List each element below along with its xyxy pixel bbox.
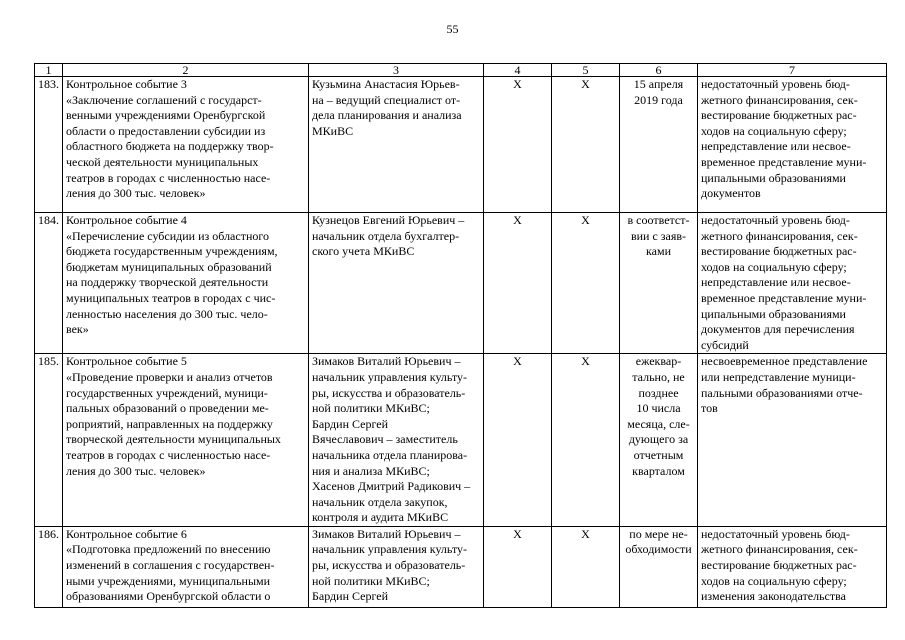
risk-line: недостаточный уровень бюд- xyxy=(701,526,850,541)
event-line: театров в городах с численностью насе- xyxy=(66,447,271,462)
event-line: творческой деятельности муниципальных xyxy=(66,432,281,447)
column-header: 5 xyxy=(552,64,620,77)
deadline-line: 2019 года xyxy=(634,92,683,107)
row-number-cell: 183. xyxy=(35,77,63,213)
event-line: век» xyxy=(66,322,89,337)
risk-line: документов для перечисления xyxy=(701,322,855,337)
col5-cell: Х xyxy=(552,354,620,527)
risk-line: недостаточный уровень бюд- xyxy=(701,213,850,227)
responsible-line: начальник управления культу- xyxy=(312,542,468,557)
col5-cell: Х xyxy=(552,526,620,607)
event-line: Контрольное событие 4 xyxy=(66,213,187,227)
deadline-line: месяца, сле- xyxy=(627,416,690,431)
risk-line: пальными образованиями отче- xyxy=(701,385,863,400)
column-header: 4 xyxy=(484,64,552,77)
table-body xyxy=(35,77,887,608)
event-line: ными учреждениями, муниципальными xyxy=(66,573,271,588)
event-line: ления до 300 тыс. человек» xyxy=(66,463,206,478)
row-number-cell: 186. xyxy=(35,526,63,607)
risks-cell xyxy=(698,526,887,607)
risk-line: непредставление или несвое- xyxy=(701,139,851,154)
column-header: 1 xyxy=(35,64,63,77)
risks-cell xyxy=(698,77,887,213)
risk-line: изменения законодательства xyxy=(701,589,846,604)
responsible-line: Бардин Сергей xyxy=(312,416,388,431)
event-line: «Заключение соглашений с государст- xyxy=(66,92,262,107)
event-line: муниципальных театров в городах с чис- xyxy=(66,290,276,305)
responsible-line: Зимаков Виталий Юрьевич – xyxy=(312,526,461,541)
event-line: на поддержку творческой деятельности xyxy=(66,275,269,290)
risk-line: ходов на социальную сферу; xyxy=(701,259,847,274)
responsible-line: ры, искусства и образователь- xyxy=(312,558,466,573)
risk-line: ципальными образованиями xyxy=(701,170,846,185)
responsible-line: Вячеславович – заместитель xyxy=(312,432,458,447)
event-line: венными учреждениями Оренбургской xyxy=(66,108,266,123)
risk-line: ципальными образованиями xyxy=(701,306,846,321)
column-header: 3 xyxy=(309,64,484,77)
deadline-line: дующего за xyxy=(628,432,689,447)
responsible-line: ной политики МКиВС; xyxy=(312,573,430,588)
responsible-cell xyxy=(309,526,484,607)
deadline-line: ежеквар- xyxy=(635,354,682,369)
column-header: 7 xyxy=(698,64,887,77)
event-line: бюджетам муниципальных образований xyxy=(66,259,272,274)
risk-line: документов xyxy=(701,186,761,201)
risk-line: временное представление муни- xyxy=(701,154,867,169)
deadline-line: ками xyxy=(646,244,671,259)
table-row xyxy=(35,354,887,527)
col5-cell: Х xyxy=(552,213,620,354)
responsible-line: начальника отдела планирова- xyxy=(312,447,468,462)
event-line: областного бюджета на поддержку твор- xyxy=(66,139,274,154)
event-line: ления до 300 тыс. человек» xyxy=(66,186,206,201)
risk-line: вестирование бюджетных рас- xyxy=(701,558,857,573)
responsible-line: начальник управления культу- xyxy=(312,369,468,384)
event-line: «Перечисление субсидии из областного xyxy=(66,228,269,243)
risk-line: недостаточный уровень бюд- xyxy=(701,77,850,91)
responsible-line: Кузнецов Евгений Юрьевич – xyxy=(312,213,465,227)
column-header: 2 xyxy=(63,64,309,77)
risk-line: ходов на социальную сферу; xyxy=(701,123,847,138)
event-line: государственных учреждений, муници- xyxy=(66,385,268,400)
responsible-line: МКиВС xyxy=(312,123,354,138)
risk-line: вестирование бюджетных рас- xyxy=(701,108,857,123)
deadline-line: 10 числа xyxy=(636,401,681,416)
column-header-row xyxy=(35,64,887,77)
col4-cell: Х xyxy=(484,526,552,607)
responsible-line: ния и анализа МКиВС; xyxy=(312,463,430,478)
risk-line: жетного финансирования, сек- xyxy=(701,228,858,243)
responsible-line: Кузьмина Анастасия Юрьев- xyxy=(312,77,460,91)
col4-cell: Х xyxy=(484,213,552,354)
deadline-line: тально, не xyxy=(632,369,685,384)
responsible-line: начальник отдела бухгалтер- xyxy=(312,228,460,243)
responsible-line: ры, искусства и образователь- xyxy=(312,385,466,400)
deadline-line: по мере не- xyxy=(629,526,688,541)
deadline-cell xyxy=(620,77,698,213)
risk-line: тов xyxy=(701,401,718,416)
responsible-line: начальник отдела закупок, xyxy=(312,494,448,509)
column-header: 6 xyxy=(620,64,698,77)
event-line: области о предоставлении субсидии из xyxy=(66,123,266,138)
responsible-line: Хасенов Дмитрий Радикович – xyxy=(312,479,471,494)
event-line: ленностью населения до 300 тыс. чело- xyxy=(66,306,268,321)
event-line: ческой деятельности муниципальных xyxy=(66,154,259,169)
page-number: 55 xyxy=(446,22,459,36)
responsible-line: дела планирования и анализа xyxy=(312,108,462,123)
responsible-line: ной политики МКиВС; xyxy=(312,401,430,416)
row-number-cell: 185. xyxy=(35,354,63,527)
deadline-line: отчетным xyxy=(633,447,684,462)
event-line: образованиями Оренбургской области о xyxy=(66,589,271,604)
responsible-cell xyxy=(309,77,484,213)
row-number-cell: 184. xyxy=(35,213,63,354)
deadline-cell xyxy=(620,526,698,607)
col4-cell: Х xyxy=(484,77,552,213)
event-line: Контрольное событие 5 xyxy=(66,354,187,369)
risk-line: жетного финансирования, сек- xyxy=(701,542,858,557)
responsible-line: на – ведущий специалист от- xyxy=(312,92,461,107)
deadline-line: 15 апреля xyxy=(633,77,684,91)
responsible-line: ского учета МКиВС xyxy=(312,244,415,259)
responsible-line: Бардин Сергей xyxy=(312,589,388,604)
event-cell xyxy=(63,354,309,527)
col5-cell: Х xyxy=(552,77,620,213)
event-line: «Проведение проверки и анализ отчетов xyxy=(66,369,273,384)
table-row xyxy=(35,77,887,213)
deadline-cell xyxy=(620,354,698,527)
risk-line: вестирование бюджетных рас- xyxy=(701,244,857,259)
event-line: Контрольное событие 6 xyxy=(66,526,187,541)
deadline-cell xyxy=(620,213,698,354)
event-line: роприятий, направленных на поддержку xyxy=(66,416,273,431)
col4-cell: Х xyxy=(484,354,552,527)
deadline-line: обходимости xyxy=(625,542,692,557)
event-line: «Подготовка предложений по внесению xyxy=(66,542,271,557)
responsible-cell xyxy=(309,354,484,527)
table-row xyxy=(35,526,887,607)
events-table xyxy=(34,63,887,608)
risk-line: или непредставление муници- xyxy=(701,369,856,384)
risks-cell xyxy=(698,213,887,354)
event-line: пальных образований о проведении ме- xyxy=(66,401,269,416)
risk-line: временное представление муни- xyxy=(701,290,867,305)
event-cell xyxy=(63,213,309,354)
risks-cell xyxy=(698,354,887,527)
risk-line: непредставление или несвое- xyxy=(701,275,851,290)
deadline-line: вии с заяв- xyxy=(630,228,687,243)
risk-line: жетного финансирования, сек- xyxy=(701,92,858,107)
event-line: Контрольное событие 3 xyxy=(66,77,187,91)
risk-line: ходов на социальную сферу; xyxy=(701,573,847,588)
risk-line: несвоевременное представление xyxy=(701,354,868,369)
responsible-line: контроля и аудита МКиВС xyxy=(312,510,449,525)
deadline-line: позднее xyxy=(638,385,679,400)
responsible-line: Зимаков Виталий Юрьевич – xyxy=(312,354,461,369)
event-line: бюджета государственным учреждениям, xyxy=(66,244,278,259)
deadline-line: в соответст- xyxy=(627,213,690,227)
deadline-line: кварталом xyxy=(632,463,685,478)
event-line: театров в городах с численностью насе- xyxy=(66,170,271,185)
event-cell xyxy=(63,77,309,213)
responsible-cell xyxy=(309,213,484,354)
table-row xyxy=(35,213,887,354)
event-cell xyxy=(63,526,309,607)
risk-line: субсидий xyxy=(701,337,749,352)
event-line: изменений в соглашения с государствен- xyxy=(66,558,275,573)
